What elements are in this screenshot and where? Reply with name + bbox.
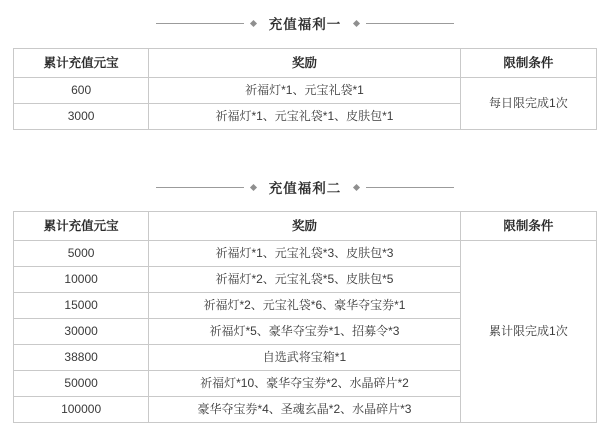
cell-reward: 自选武将宝箱*1 [149, 345, 461, 371]
cell-reward: 祈福灯*2、元宝礼袋*6、豪华夺宝券*1 [149, 293, 461, 319]
cell-reward: 祈福灯*10、豪华夺宝券*2、水晶碎片*2 [149, 371, 461, 397]
section-heading-2 [0, 163, 610, 197]
reward-table-2 [13, 211, 597, 423]
column-header-amount: 累计充值元宝 [14, 49, 149, 78]
cell-limit: 累计限完成1次 [460, 241, 596, 423]
cell-reward: 豪华夺宝券*4、圣魂玄晶*2、水晶碎片*3 [149, 397, 461, 423]
cell-amount: 5000 [14, 241, 149, 267]
column-header-limit: 限制条件 [460, 212, 596, 241]
table-wrapper-2 [0, 211, 610, 423]
diamond-icon [250, 19, 257, 26]
table-header-row [14, 212, 597, 241]
diamond-icon [250, 183, 257, 190]
cell-amount: 30000 [14, 319, 149, 345]
diamond-icon [353, 183, 360, 190]
column-header-reward: 奖励 [149, 212, 461, 241]
cell-reward: 祈福灯*1、元宝礼袋*1、皮肤包*1 [149, 104, 461, 130]
column-header-amount: 累计充值元宝 [14, 212, 149, 241]
table-body-2 [14, 241, 597, 423]
cell-amount: 38800 [14, 345, 149, 371]
column-header-reward: 奖励 [149, 49, 461, 78]
table-header-1 [14, 49, 597, 78]
cell-amount: 100000 [14, 397, 149, 423]
heading-rule-right [366, 23, 454, 24]
cell-amount: 15000 [14, 293, 149, 319]
reward-table-1 [13, 48, 597, 130]
cell-reward: 祈福灯*1、元宝礼袋*3、皮肤包*3 [149, 241, 461, 267]
table-row [14, 241, 597, 267]
table-header-2 [14, 212, 597, 241]
cell-amount: 10000 [14, 267, 149, 293]
cell-reward: 祈福灯*2、元宝礼袋*5、皮肤包*5 [149, 267, 461, 293]
section-title-1: 充值福利一 [268, 17, 342, 32]
cell-reward: 祈福灯*5、豪华夺宝券*1、招募令*3 [149, 319, 461, 345]
table-row [14, 78, 597, 104]
section-title-2: 充值福利二 [268, 181, 342, 196]
cell-limit: 每日限完成1次 [460, 78, 596, 130]
heading-rule-left [156, 187, 244, 188]
table-wrapper-1 [0, 48, 610, 130]
cell-amount: 50000 [14, 371, 149, 397]
section-heading-1 [0, 0, 610, 33]
cell-amount: 600 [14, 78, 149, 104]
table-body-1 [14, 78, 597, 130]
cell-amount: 3000 [14, 104, 149, 130]
column-header-limit: 限制条件 [460, 49, 596, 78]
heading-rule-right [366, 187, 454, 188]
table-header-row [14, 49, 597, 78]
cell-reward: 祈福灯*1、元宝礼袋*1 [149, 78, 461, 104]
heading-rule-left [156, 23, 244, 24]
diamond-icon [353, 19, 360, 26]
